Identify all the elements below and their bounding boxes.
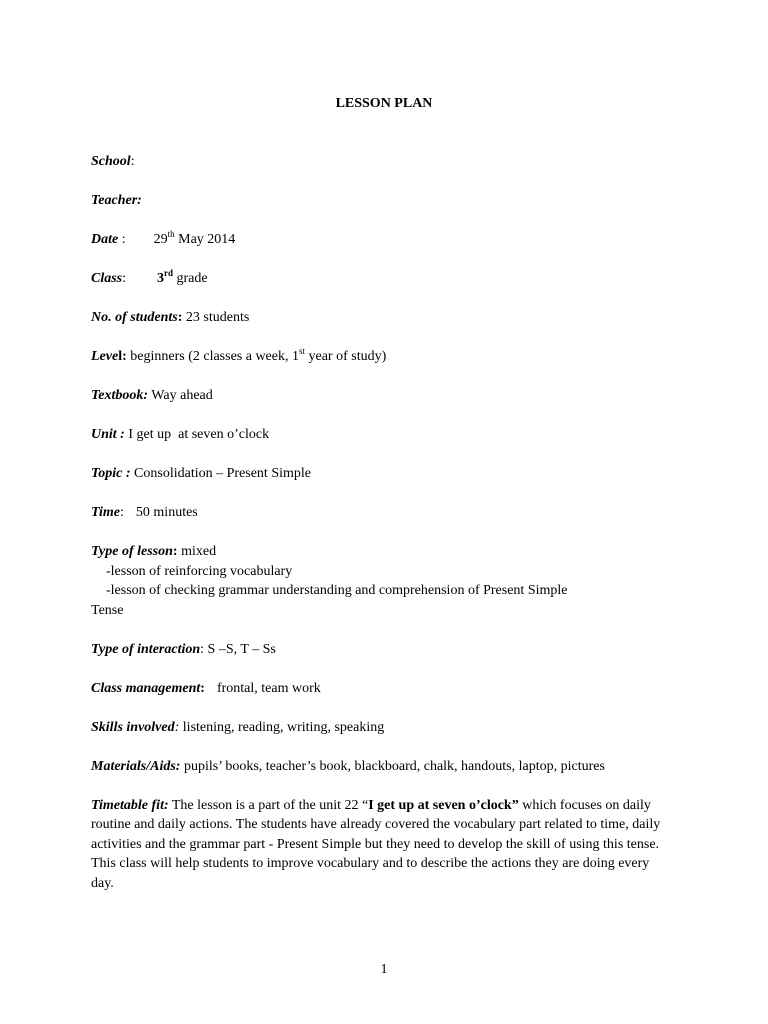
lesson-type-colon: : <box>172 544 178 559</box>
date-month-year: May 2014 <box>178 232 236 247</box>
timetable-text-start: The lesson is a part of the unit 22 “ <box>171 797 369 813</box>
interaction-value: S –S, T – Ss <box>207 641 276 657</box>
skills-label: Skills involved <box>91 719 175 735</box>
page-title: LESSON PLAN <box>335 96 433 111</box>
date-field <box>91 230 671 250</box>
timetable-field <box>91 796 671 894</box>
date-label: Date <box>91 232 119 247</box>
page-number: 1 <box>380 962 388 977</box>
date-day: 29 <box>153 232 168 247</box>
class-grade: grade <box>176 271 208 286</box>
students-value: 23 students <box>185 310 250 325</box>
textbook-field <box>91 386 671 406</box>
class-suffix: rd <box>164 268 174 278</box>
unit-label: Unit : <box>91 427 125 442</box>
date-colon: : <box>118 232 126 247</box>
unit-field <box>91 425 671 445</box>
topic-field <box>91 464 671 484</box>
teacher-label: Teacher: <box>91 193 142 208</box>
lesson-type-item: -lesson of reinforcing vocabulary <box>106 563 293 579</box>
management-value: frontal, team work <box>216 680 321 696</box>
level-field <box>91 347 671 367</box>
skills-value: listening, reading, writing, speaking <box>182 719 385 735</box>
topic-label: Topic : <box>91 466 131 481</box>
time-label: Time <box>91 505 121 520</box>
management-colon: : <box>200 680 205 696</box>
school-field <box>91 152 671 172</box>
lesson-type-continuation: Tense <box>91 602 124 618</box>
materials-label: Materials/Aids: <box>91 758 181 774</box>
time-value: 50 minutes <box>135 505 198 520</box>
interaction-colon: : <box>200 641 205 657</box>
lesson-type-item: -lesson of checking grammar understanding and comprehension of Present Simple <box>106 583 568 598</box>
school-label: School <box>91 154 131 169</box>
timetable-text: which focuses on daily routine and daily actions. The students have already covered the vocabulary part related to time, daily activities and the grammar part - Present Simple but they need to develop the skill of using this tense. This class will help students to improve vocabulary and to describe the actions they are doing every day. <box>91 797 661 891</box>
lesson-type-field <box>91 542 671 620</box>
students-label: No. of students <box>91 310 178 325</box>
date-suffix: th <box>167 229 175 239</box>
school-colon: : <box>130 154 135 169</box>
skills-field <box>91 718 671 738</box>
time-colon: : <box>120 505 124 520</box>
level-label-tail: l: <box>118 349 127 364</box>
class-field <box>91 269 671 289</box>
timetable-label: Timetable fit: <box>91 797 169 813</box>
materials-value: pupils’ books, teacher’s book, blackboard, chalk, handouts, laptop, pictures <box>183 758 605 774</box>
skills-colon: : <box>174 719 180 735</box>
class-label: Class <box>91 271 123 286</box>
materials-field <box>91 757 671 777</box>
class-colon: : <box>122 271 127 286</box>
timetable-unit-title: I get up at seven o’clock” <box>368 797 519 813</box>
level-suffix: st <box>298 346 305 356</box>
lesson-plan-body <box>91 152 671 913</box>
level-label: Leve <box>91 349 119 364</box>
students-field <box>91 308 671 328</box>
students-colon: : <box>177 310 183 325</box>
management-label: Class management <box>91 680 201 696</box>
lesson-type-value: mixed <box>181 544 217 559</box>
time-field <box>91 503 671 523</box>
level-value: beginners (2 classes a week, 1 <box>130 349 299 364</box>
teacher-field <box>91 191 671 211</box>
level-value-end: year of study) <box>308 349 387 364</box>
class-number: 3 <box>157 271 165 286</box>
interaction-label: Type of interaction <box>91 641 201 657</box>
interaction-field <box>91 640 671 660</box>
management-field <box>91 679 671 699</box>
textbook-value: Way ahead <box>151 388 213 403</box>
unit-value: I get up at seven o’clock <box>128 427 270 442</box>
textbook-label: Textbook: <box>91 388 149 403</box>
topic-value: Consolidation – Present Simple <box>134 466 311 481</box>
lesson-type-label: Type of lesson <box>91 544 173 559</box>
